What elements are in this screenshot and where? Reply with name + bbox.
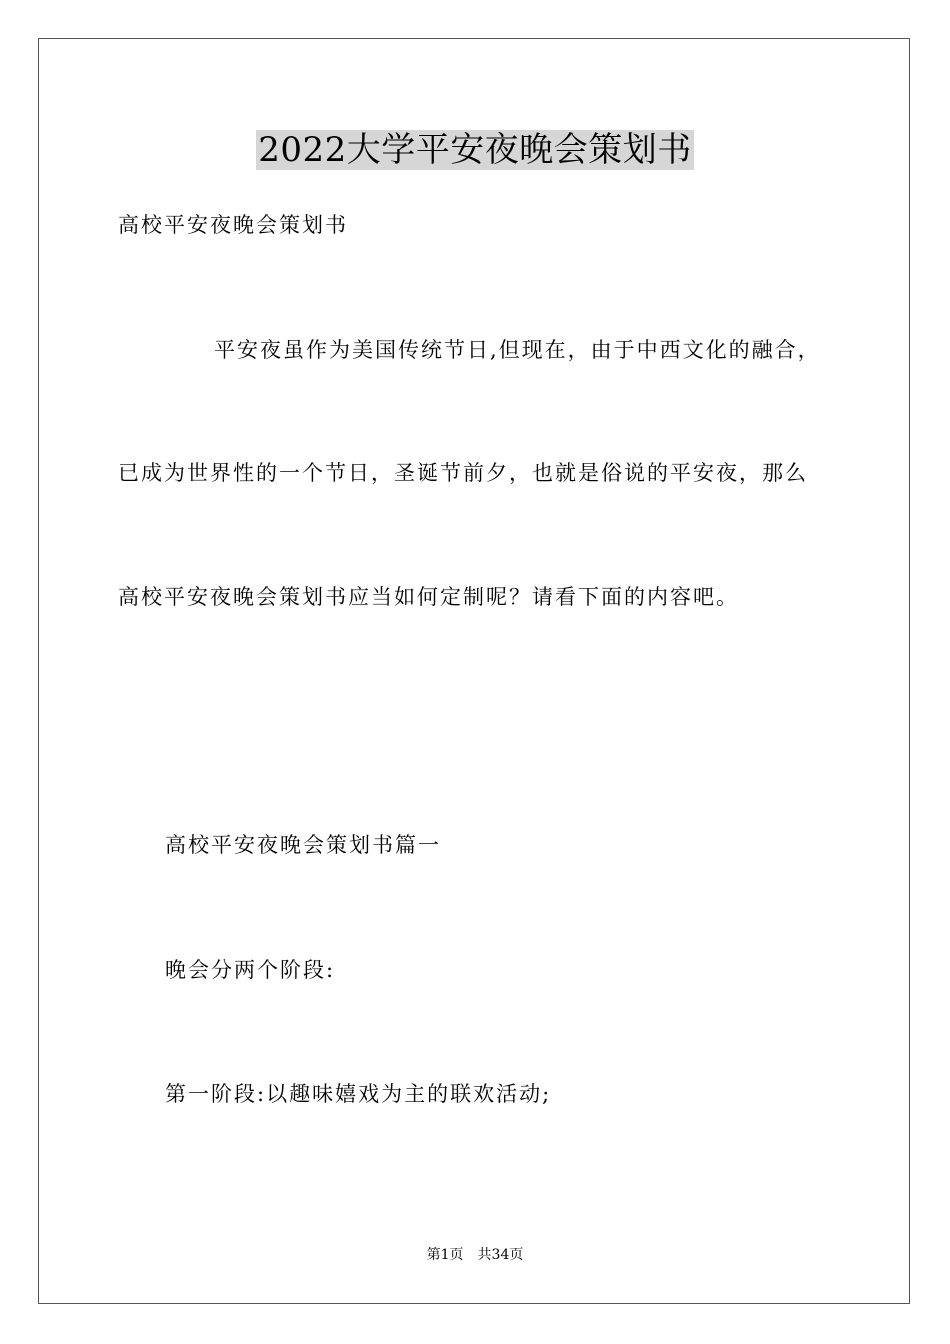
page-number-current: 第1页 <box>426 1247 464 1263</box>
page-number-total: 共34页 <box>477 1247 524 1263</box>
document-title <box>0 128 950 172</box>
paragraph-line-1: 平安夜虽作为美国传统节日,但现在，由于中西文化的融合， <box>214 338 821 362</box>
paragraph-line-2: 已成为世界性的一个节日，圣诞节前夕，也就是俗说的平安夜，那么 <box>118 461 808 485</box>
body-line-1: 晚会分两个阶段: <box>165 958 336 982</box>
document-title-text: 2022大学平安夜晚会策划书 <box>258 130 692 170</box>
body-line-2: 第一阶段:以趣味嬉戏为主的联欢活动; <box>165 1082 552 1106</box>
paragraph-line-3: 高校平安夜晚会策划书应当如何定制呢？请看下面的内容吧。 <box>118 585 739 609</box>
page-footer <box>0 1245 950 1265</box>
section-heading: 高校平安夜晚会策划书篇一 <box>165 833 441 857</box>
document-subtitle: 高校平安夜晚会策划书 <box>118 213 348 237</box>
